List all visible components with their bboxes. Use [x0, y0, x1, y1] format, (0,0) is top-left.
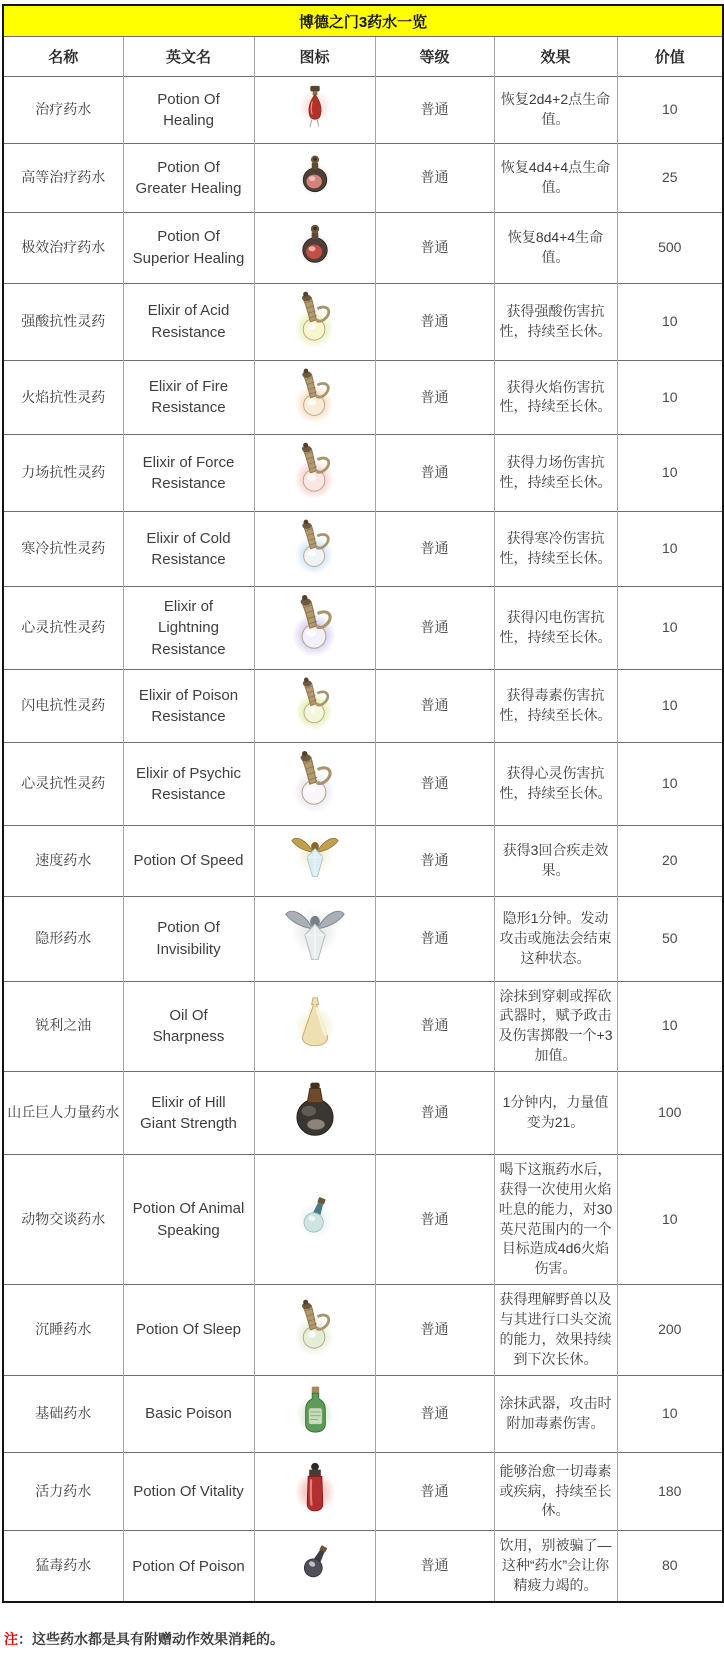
potion-row [3, 212, 723, 283]
potion-row [3, 1375, 723, 1452]
potion-english-name: Elixir of Psychic Resistance [123, 742, 254, 825]
potion-effect: 涂抹武器，攻击时附加毒素伤害。 [494, 1375, 617, 1452]
potion-table [2, 4, 724, 1603]
col-header-name: 名称 [3, 37, 123, 77]
acid-resistance-elixir-icon [285, 289, 345, 349]
potion-english-name: Potion Of Greater Healing [123, 143, 254, 212]
potion-row [3, 143, 723, 212]
potion-row [3, 1452, 723, 1531]
potion-english-name: Elixir of Acid Resistance [123, 283, 254, 360]
potion-effect: 恢复8d4+4生命值。 [494, 212, 617, 283]
potion-english-name: Potion Of Superior Healing [123, 212, 254, 283]
potion-table-body [3, 77, 723, 1603]
potion-name: 基础药水 [3, 1375, 123, 1452]
potion-value: 10 [617, 77, 723, 144]
potion-icon-cell [254, 435, 375, 512]
potion-row [3, 825, 723, 896]
potion-name: 治疗药水 [3, 77, 123, 144]
potion-value: 80 [617, 1531, 723, 1602]
potion-grade: 普通 [375, 742, 494, 825]
potion-grade: 普通 [375, 1285, 494, 1376]
potion-value: 100 [617, 1072, 723, 1155]
footnote-separator: ： [18, 1631, 32, 1647]
potion-icon-cell [254, 360, 375, 435]
potion-name: 速度药水 [3, 825, 123, 896]
col-header-icon: 图标 [254, 37, 375, 77]
potion-value: 180 [617, 1452, 723, 1531]
potion-effect: 饮用，别被骗了—这种“药水”会让你精疲力竭的。 [494, 1531, 617, 1602]
potion-name: 极效治疗药水 [3, 212, 123, 283]
footnote-label: 注 [4, 1631, 18, 1647]
vitality-potion-icon [284, 1458, 346, 1520]
potion-grade: 普通 [375, 212, 494, 283]
potion-english-name: Potion Of Invisibility [123, 896, 254, 981]
potion-row [3, 896, 723, 981]
healing-potion-icon [290, 82, 340, 132]
potion-name: 高等治疗药水 [3, 143, 123, 212]
potion-row [3, 981, 723, 1072]
potion-name: 心灵抗性灵药 [3, 587, 123, 670]
potion-icon-cell [254, 587, 375, 670]
table-title: 博德之门3药水一览 [3, 5, 723, 37]
potion-effect: 恢复4d4+4点生命值。 [494, 143, 617, 212]
potion-effect: 获得强酸伤害抗性，持续至长休。 [494, 283, 617, 360]
potion-name: 强酸抗性灵药 [3, 283, 123, 360]
potion-english-name: Elixir of Force Resistance [123, 435, 254, 512]
column-header-row [3, 37, 723, 77]
potion-effect: 获得火焰伤害抗性，持续至长休。 [494, 360, 617, 435]
potion-english-name: Elixir of Fire Resistance [123, 360, 254, 435]
speed-potion-icon [288, 831, 342, 885]
potion-effect: 涂抹到穿刺或挥砍武器时，赋予政击及伤害掷骰一个+3加值。 [494, 981, 617, 1072]
potion-grade: 普通 [375, 283, 494, 360]
potion-english-name: Oil Of Sharpness [123, 981, 254, 1072]
col-header-grade: 等级 [375, 37, 494, 77]
potion-grade: 普通 [375, 360, 494, 435]
potion-grade: 普通 [375, 1154, 494, 1284]
potion-name: 心灵抗性灵药 [3, 742, 123, 825]
hill-giant-strength-elixir-icon [282, 1077, 348, 1143]
potion-effect: 能够治愈一切毒素或疾病，持续至长休。 [494, 1452, 617, 1531]
footnote-text: 这些药水都是具有附赠动作效果消耗的。 [32, 1631, 284, 1647]
potion-name: 猛毒药水 [3, 1531, 123, 1602]
lightning-resistance-elixir-icon [282, 592, 348, 658]
potion-icon-cell [254, 981, 375, 1072]
potion-effect: 获得闪电伤害抗性，持续至长休。 [494, 587, 617, 670]
potion-grade: 普通 [375, 587, 494, 670]
potion-value: 10 [617, 283, 723, 360]
potion-row [3, 1531, 723, 1602]
potion-english-name: Potion Of Sleep [123, 1285, 254, 1376]
potion-grade: 普通 [375, 825, 494, 896]
potion-value: 10 [617, 587, 723, 670]
potion-english-name: Potion Of Vitality [123, 1452, 254, 1531]
potion-name: 闪电抗性灵药 [3, 670, 123, 743]
potion-english-name: Potion Of Poison [123, 1531, 254, 1602]
potion-row [3, 360, 723, 435]
poison-resistance-elixir-icon [287, 675, 343, 731]
potion-name: 活力药水 [3, 1452, 123, 1531]
potion-grade: 普通 [375, 512, 494, 587]
potion-row [3, 77, 723, 144]
potion-grade: 普通 [375, 143, 494, 212]
potion-name: 隐形药水 [3, 896, 123, 981]
potion-row [3, 742, 723, 825]
potion-icon-cell [254, 670, 375, 743]
potion-english-name: Basic Poison [123, 1375, 254, 1452]
potion-value: 500 [617, 212, 723, 283]
potion-grade: 普通 [375, 1072, 494, 1155]
potion-row [3, 587, 723, 670]
cold-resistance-elixir-icon [286, 517, 344, 575]
potion-effect: 获得理解野兽以及与其进行口头交流的能力，效果持续到下次长休。 [494, 1285, 617, 1376]
potion-name: 沉睡药水 [3, 1285, 123, 1376]
force-resistance-elixir-icon [285, 440, 345, 500]
potion-english-name: Potion Of Animal Speaking [123, 1154, 254, 1284]
superior-healing-potion-icon [288, 218, 342, 272]
potion-name: 力场抗性灵药 [3, 435, 123, 512]
potion-value: 10 [617, 435, 723, 512]
sleep-potion-icon [285, 1297, 345, 1357]
col-header-english-name: 英文名 [123, 37, 254, 77]
potion-icon-cell [254, 143, 375, 212]
potion-icon-cell [254, 1375, 375, 1452]
potion-effect: 获得毒素伤害抗性，持续至长休。 [494, 670, 617, 743]
potion-name: 山丘巨人力量药水 [3, 1072, 123, 1155]
potion-value: 10 [617, 512, 723, 587]
potion-grade: 普通 [375, 896, 494, 981]
potion-icon-cell [254, 512, 375, 587]
potion-name: 锐利之油 [3, 981, 123, 1072]
potion-row [3, 512, 723, 587]
potion-value: 20 [617, 825, 723, 896]
potion-icon-cell [254, 1285, 375, 1376]
potion-icon-cell [254, 212, 375, 283]
psychic-resistance-elixir-icon [282, 748, 348, 814]
potion-icon-cell [254, 742, 375, 825]
potion-value: 10 [617, 360, 723, 435]
potion-row [3, 283, 723, 360]
potion-effect: 获得力场伤害抗性，持续至长休。 [494, 435, 617, 512]
fire-resistance-elixir-icon [286, 366, 344, 424]
potion-effect: 喝下这瓶药水后，获得一次使用火焰吐息的能力，对30英尺范围内的一个目标造成4d6火焰伤害。 [494, 1154, 617, 1284]
potion-effect: 获得心灵伤害抗性，持续至长休。 [494, 742, 617, 825]
potion-grade: 普通 [375, 981, 494, 1072]
potion-value: 10 [617, 1375, 723, 1452]
potion-value: 10 [617, 1154, 723, 1284]
invisibility-potion-icon [281, 902, 349, 970]
potion-english-name: Potion Of Healing [123, 77, 254, 144]
animal-speaking-potion-icon [287, 1189, 343, 1245]
col-header-value: 价值 [617, 37, 723, 77]
potion-effect: 1分钟内，力量值变为21。 [494, 1072, 617, 1155]
potion-value: 10 [617, 742, 723, 825]
potion-effect: 恢复2d4+2点生命值。 [494, 77, 617, 144]
potion-grade: 普通 [375, 1375, 494, 1452]
potion-value: 200 [617, 1285, 723, 1376]
sharpness-oil-icon [284, 992, 346, 1054]
potion-row [3, 1072, 723, 1155]
basic-poison-icon [285, 1381, 345, 1441]
potion-grade: 普通 [375, 435, 494, 512]
potion-name: 动物交谈药水 [3, 1154, 123, 1284]
potion-icon-cell [254, 1531, 375, 1602]
potion-value: 25 [617, 143, 723, 212]
potion-row [3, 670, 723, 743]
potion-icon-cell [254, 825, 375, 896]
title-row [3, 5, 723, 37]
potion-icon-cell [254, 896, 375, 981]
potion-grade: 普通 [375, 670, 494, 743]
potion-row [3, 1154, 723, 1284]
greater-healing-potion-icon [289, 149, 341, 201]
potion-grade: 普通 [375, 77, 494, 144]
potion-english-name: Elixir of Cold Resistance [123, 512, 254, 587]
potion-row [3, 1285, 723, 1376]
potion-effect: 获得3回合疾走效果。 [494, 825, 617, 896]
potion-grade: 普通 [375, 1531, 494, 1602]
footnote [2, 1629, 722, 1667]
potion-effect: 隐形1分钟。发动攻击或施法会结束这种状态。 [494, 896, 617, 981]
potion-icon-cell [254, 283, 375, 360]
potion-name: 火焰抗性灵药 [3, 360, 123, 435]
potion-english-name: Elixir of Hill Giant Strength [123, 1072, 254, 1155]
col-header-effect: 效果 [494, 37, 617, 77]
potion-value: 50 [617, 896, 723, 981]
potion-icon-cell [254, 77, 375, 144]
potion-value: 10 [617, 981, 723, 1072]
potion-grade: 普通 [375, 1452, 494, 1531]
potion-row [3, 435, 723, 512]
potion-effect: 获得寒冷伤害抗性，持续至长休。 [494, 512, 617, 587]
potion-english-name: Elixir of Poison Resistance [123, 670, 254, 743]
potion-icon-cell [254, 1452, 375, 1531]
potion-value: 10 [617, 670, 723, 743]
potion-english-name: Elixir of Lightning Resistance [123, 587, 254, 670]
potion-english-name: Potion Of Speed [123, 825, 254, 896]
potion-name: 寒冷抗性灵药 [3, 512, 123, 587]
potion-icon-cell [254, 1154, 375, 1284]
poison-potion-icon [289, 1537, 341, 1589]
potion-icon-cell [254, 1072, 375, 1155]
